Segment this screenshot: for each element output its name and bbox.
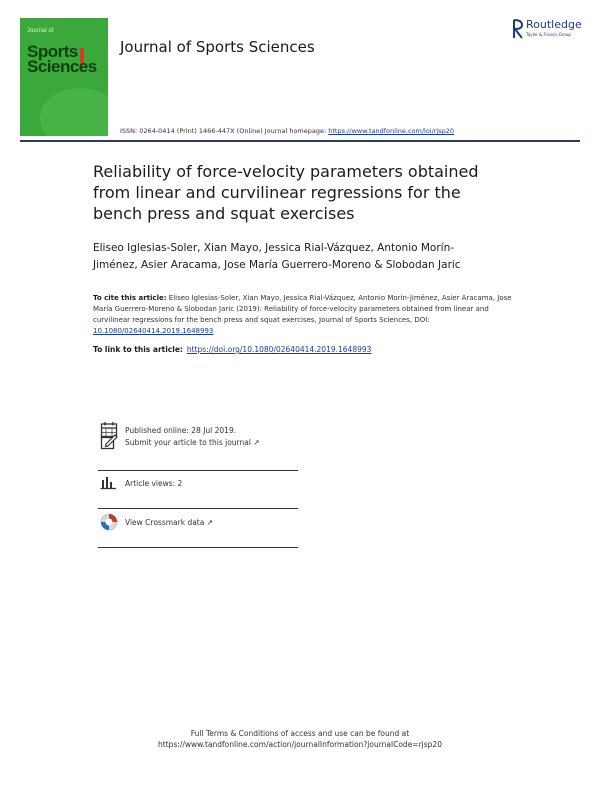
publisher-logo[interactable] [512,18,592,48]
journal-title: Journal of Sports Sciences [120,38,315,56]
doi-link[interactable]: 10.1080/02640414.2019.1648993 [93,327,214,335]
issn-text: ISSN: 0264-0414 (Print) 1466-447X (Online) Journal homepage: [120,127,329,135]
terms-text: Full Terms & Conditions of access and use can be found at [190,729,410,738]
journal-cover-image [20,18,108,136]
bar-chart-icon [100,474,118,490]
publisher-name: Routledge [526,18,582,31]
article-views: Article views: 2 [125,479,183,488]
cover-graphic [40,88,108,136]
cover-line1: Journal of [27,28,54,34]
views-row [100,474,298,512]
divider [98,547,298,548]
publisher-group: Taylor & Francis Group [526,32,571,37]
citation-block [93,293,523,337]
citation-label: To cite this article: [93,294,167,302]
journal-homepage-link[interactable]: https://www.tandfonline.com/loi/rjsp20 [328,127,455,135]
external-link-icon: ↗ [206,518,214,527]
terms-footer [0,728,600,750]
article-title: Reliability of force-velocity parameters obtained from linear and curvilinear regressions for the bench press and squat exercises [93,162,479,223]
routledge-r-icon [512,18,524,40]
link-label: To link to this article: [93,345,183,354]
submit-article-link[interactable]: Submit your article to this journal ↗ [125,438,260,447]
crossmark-row[interactable] [100,513,298,551]
published-date: Published online: 28 Jul 2019. [125,426,237,435]
cover-title: Sports Sciences [27,42,97,76]
submit-row[interactable] [100,433,298,471]
external-link-icon: ↗ [253,438,260,447]
terms-url[interactable]: https://www.tandfonline.com/action/journalInformation?journalCode=rjsp20 [158,740,442,749]
header-divider [20,140,580,142]
article-link-line [93,345,371,354]
issn-line [120,127,454,135]
article-doi-url[interactable]: https://doi.org/10.1080/02640414.2019.1648993 [186,345,372,354]
edit-icon [100,433,118,451]
divider [98,508,298,509]
citation-text: Eliseo Iglesias-Soler, Xian Mayo, Jessica Rial-Vázquez, Antonio Morín-Jiménez, Asier Aracama, Jose María Guerrero-Moreno & Slobodan Jaric (2019): Reliability of force-velocity parameters obtained from linear and curvilinear regressions for the bench press and squat exercises, Journal of Sports Sciences, DOI: [93,294,512,324]
crossmark-link[interactable]: View Crossmark data ↗ [125,518,214,527]
crossmark-icon [100,513,118,531]
article-authors: Eliseo Iglesias-Soler, Xian Mayo, Jessica Rial-Vázquez, Antonio Morín-Jiménez, Asier Aracama, Jose María Guerrero-Moreno & Slobodan Jaric [93,242,461,271]
